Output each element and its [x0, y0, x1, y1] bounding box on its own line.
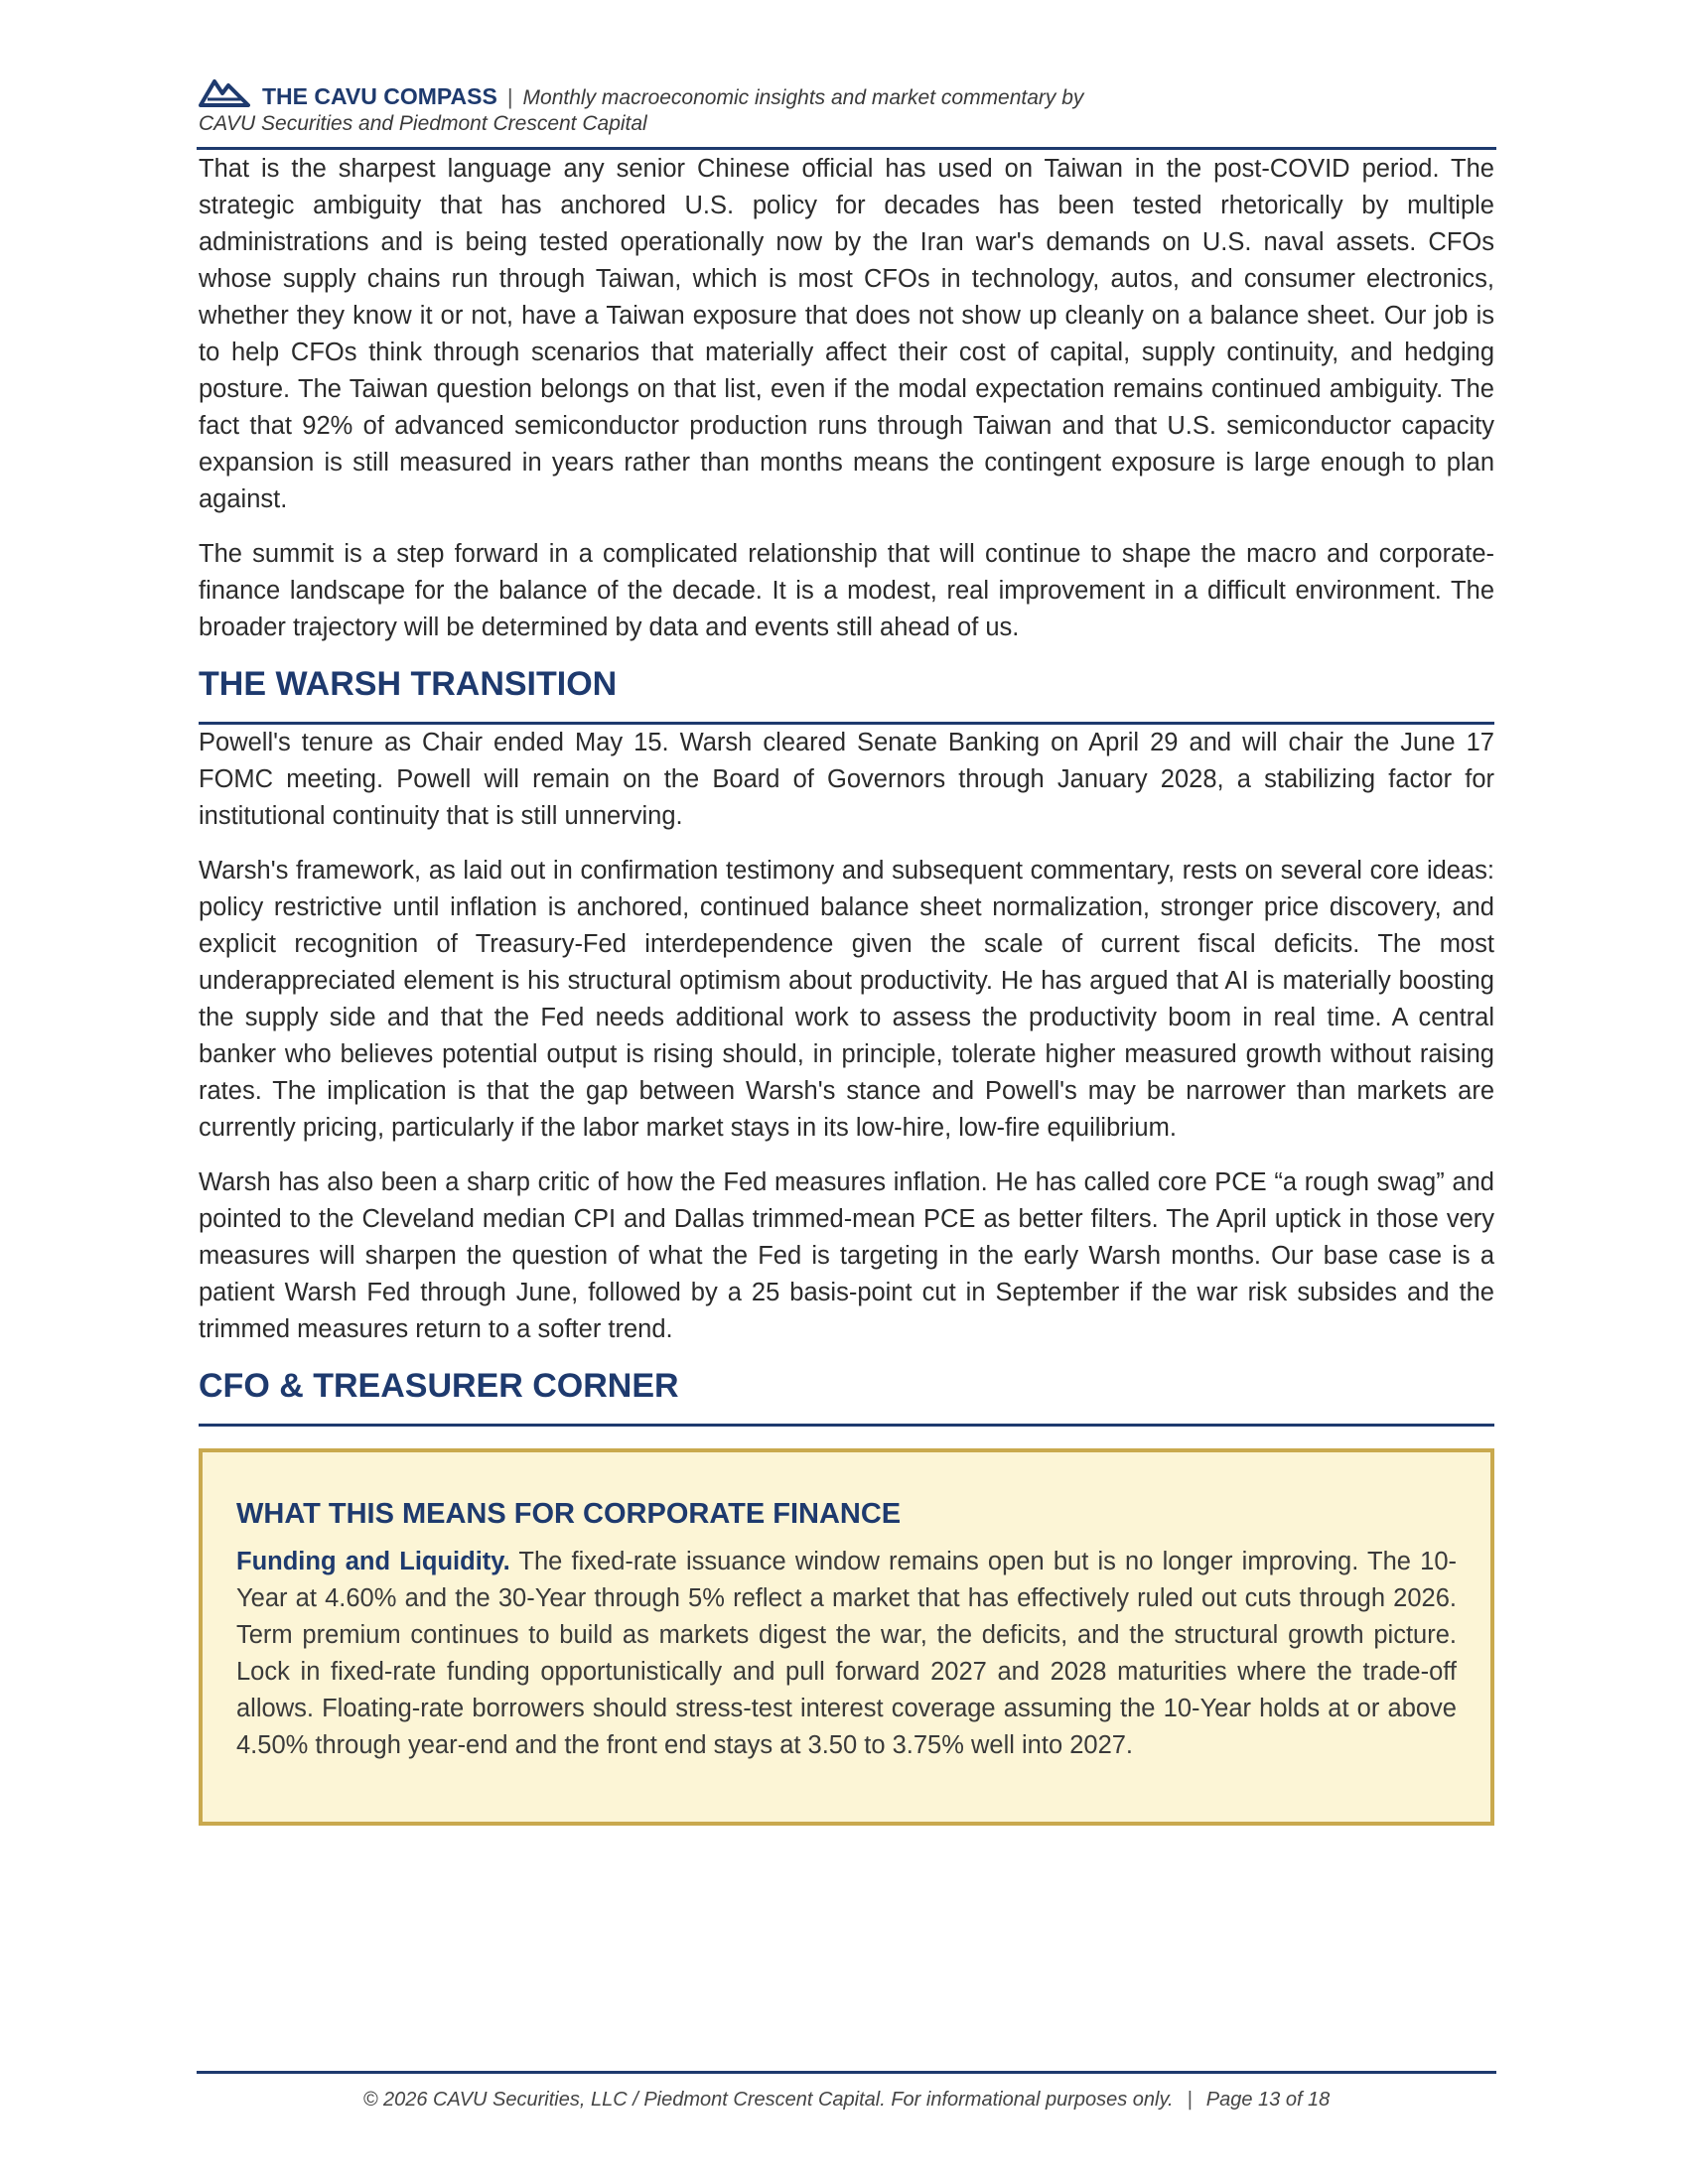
body-paragraph: The summit is a step forward in a complicated relationship that will continue to shape the macro and corporate-finance landscape for the balance of the decade. It is a modest, real improvement in a difficult environment. The broader trajectory will be determined by data and events still ahead of us. — [199, 540, 1494, 641]
footer-separator: | — [1187, 2089, 1193, 2111]
cavu-mountain-logo-icon — [199, 75, 250, 109]
corporate-finance-callout-box — [199, 1448, 1494, 1826]
publication-tagline: Monthly macroeconomic insights and market commentary by — [522, 86, 1084, 109]
header-separator: | — [506, 84, 513, 109]
publication-tagline-continued: CAVU Securities and Piedmont Crescent Capital — [199, 112, 647, 135]
header-rule — [197, 147, 1496, 150]
body-paragraph: That is the sharpest language any senior Chinese official has used on Taiwan in the post-COVID period. The strategic ambiguity that has anchored U.S. policy for decades has been tested rhetorically by multiple administrations and is being tested operationally now by the Iran war's demands on U.S. naval assets. CFOs whose supply chains run through Taiwan, which is most CFOs in technology, autos, and consumer electronics, whether they know it or not, have a Taiwan exposure that does not show up cleanly on a balance sheet. Our job is to help CFOs think through scenarios that materially affect their cost of capital, supply continuity, and hedging posture. The Taiwan question belongs on that list, even if the modal expectation remains continued ambiguity. The fact that 92% of advanced semiconductor production runs through Taiwan and that U.S. semiconductor capacity expansion is still measured in years rather than months means the contingent exposure is large enough to plan against. — [199, 155, 1494, 513]
callout-title: WHAT THIS MEANS FOR CORPORATE FINANCE — [236, 1498, 902, 1530]
section-heading-warsh-transition: THE WARSH TRANSITION — [199, 664, 1494, 725]
publication-title: THE CAVU COMPASS — [262, 83, 497, 109]
callout-text: The fixed-rate issuance window remains open but is no longer improving. The 10-Year at 4.60% and the 30-Year through 5% reflect a market that has effectively ruled out cuts through 2026. Term premium continues to build as markets digest the war, the deficits, and the structural growth picture. Lock in fixed-rate funding opportunistically and pull forward 2027 and 2028 maturities where the trade-off allows. Floating-rate borrowers should stress-test interest coverage assuming the 10-Year holds at or above 4.50% through year-end and the front end stays at 3.50 to 3.75% well into 2027. — [236, 1548, 1457, 1759]
footer-rule — [197, 2071, 1496, 2074]
header-title-line — [262, 83, 1083, 111]
page-footer — [197, 2089, 1496, 2112]
page-content — [199, 151, 1494, 1826]
body-paragraph: Warsh's framework, as laid out in confirmation testimony and subsequent commentary, rests on several core ideas: policy restrictive until inflation is anchored, continued balance sheet normalization, stronger price discovery, and explicit recognition of Treasury-Fed interdependence given the scale of current fiscal deficits. The most underappreciated element is his structural optimism about productivity. He has argued that AI is materially boosting the supply side and that the Fed needs additional work to assess the productivity boom in real time. A central banker who believes potential output is rising should, in principle, tolerate higher measured growth without raising rates. The implication is that the gap between Warsh's stance and Powell's may be narrower than markets are currently pricing, particularly if the labor market stays in its low-hire, low-fire equilibrium. — [199, 857, 1494, 1142]
callout-lead-in: Funding and Liquidity. — [236, 1548, 510, 1575]
body-paragraph: Warsh has also been a sharp critic of how the Fed measures inflation. He has called core PCE “a rough swag” and pointed to the Cleveland median CPI and Dallas trimmed-mean PCE as better filters. The April uptick in those very measures will sharpen the question of what the Fed is targeting in the early Warsh months. Our base case is a patient Warsh Fed through June, followed by a 25 basis-point cut in September if the war risk subsides and the trimmed measures return to a softer trend. — [199, 1168, 1494, 1343]
body-paragraph: Powell's tenure as Chair ended May 15. Warsh cleared Senate Banking on April 29 and will chair the June 17 FOMC meeting. Powell will remain on the Board of Governors through January 2028, a stabilizing factor for institutional continuity that is still unnerving. — [199, 729, 1494, 830]
footer-copyright: © 2026 CAVU Securities, LLC / Piedmont Crescent Capital. For informational purposes only. — [362, 2089, 1174, 2111]
section-heading-cfo-treasurer-corner: CFO & TREASURER CORNER — [199, 1366, 1494, 1427]
callout-paragraph — [236, 1544, 1457, 1764]
page-number: Page 13 of 18 — [1205, 2089, 1331, 2111]
